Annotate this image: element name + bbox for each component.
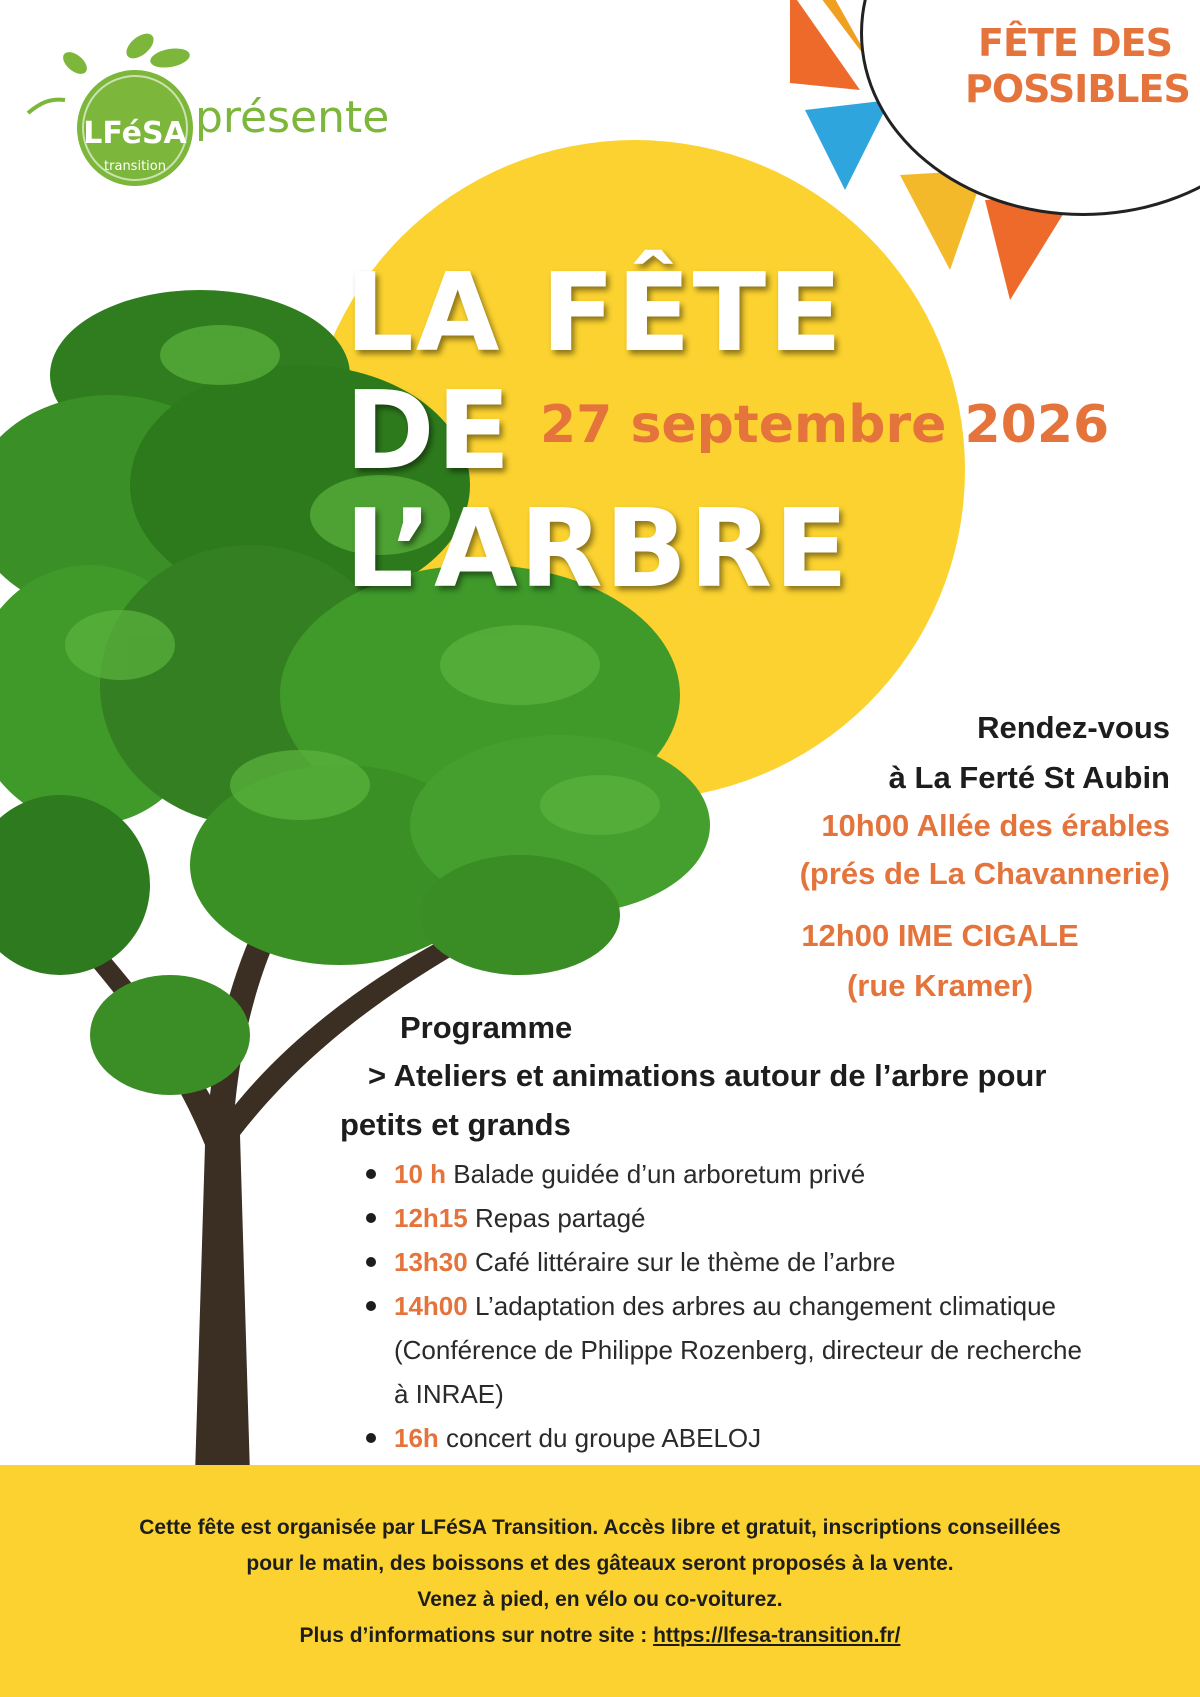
footer-line2: pour le matin, des boissons et des gâteaux seront proposés à la vente. — [246, 1552, 954, 1575]
lfesa-logo — [20, 18, 200, 188]
footer-line3: Venez à pied, en vélo ou co-voiturez. — [417, 1588, 783, 1611]
footer-text — [0, 1510, 1200, 1654]
spot1-line1: 10h00 Allée des érables — [821, 808, 1170, 843]
bullet-icon — [366, 1433, 376, 1443]
flag-blue — [805, 100, 890, 190]
footer-line4 — [0, 1618, 1200, 1654]
spot1-line2: (prés de La Chavannerie) — [799, 856, 1170, 891]
agenda-time: 13h30 — [394, 1247, 468, 1277]
agenda-text: L’adaptation des arbres au changement climatique (Conférence de Philippe Rozenberg, directeur de recherche à INRAE) — [394, 1291, 1082, 1409]
agenda-item — [366, 1240, 1166, 1284]
bullet-icon — [366, 1257, 376, 1267]
bullet-icon — [366, 1301, 376, 1311]
agenda-time: 14h00 — [394, 1291, 468, 1321]
agenda-item — [366, 1284, 1094, 1416]
bullet-icon — [366, 1213, 376, 1223]
agenda-text: concert du groupe ABELOJ — [438, 1423, 762, 1453]
logo-tagline: transition — [104, 159, 166, 174]
agenda-time: 12h15 — [394, 1203, 468, 1233]
agenda-item — [366, 1416, 1166, 1460]
title-line3: L’ARBRE — [345, 487, 851, 612]
programme-intro-line1: > Ateliers et animations autour de l’arbre pour — [368, 1058, 1047, 1093]
agenda-text: Café littéraire sur le thème de l’arbre — [467, 1247, 896, 1277]
spot2-line2: (rue Kramer) — [846, 968, 1034, 1003]
agenda-item — [366, 1152, 1166, 1196]
agenda-time: 10 h — [394, 1159, 447, 1189]
programme-intro-line2: petits et grands — [340, 1107, 571, 1142]
agenda-list — [366, 1152, 1166, 1460]
agenda-item — [366, 1196, 1166, 1240]
logo-letters: LFéSA — [83, 116, 187, 151]
title-line2: DE — [345, 369, 513, 494]
rendezvous-heading: Rendez-vous — [977, 710, 1170, 745]
badge-line2: POSSIBLES — [965, 67, 1190, 111]
presente-label: présente — [195, 92, 390, 143]
flag-orange-1 — [790, 0, 860, 90]
title-line1: LA FÊTE — [345, 251, 844, 376]
badge-line1: FÊTE DES — [978, 21, 1172, 65]
footer-info-label: Plus d’informations sur notre site : — [299, 1624, 654, 1647]
rendezvous-place: à La Ferté St Aubin — [888, 760, 1170, 795]
event-date: 27 septembre 2026 — [540, 395, 1110, 455]
agenda-time: 16h — [394, 1423, 439, 1453]
agenda-text: Repas partagé — [467, 1203, 646, 1233]
fete-des-possibles-logo — [965, 20, 1190, 112]
website-link[interactable]: https://lfesa-transition.fr/ — [653, 1624, 901, 1647]
footer-line1: Cette fête est organisée par LFéSA Transition. Accès libre et gratuit, inscriptions conseillées — [139, 1516, 1061, 1539]
spot2-line1: 12h00 IME CIGALE — [801, 918, 1079, 953]
bullet-icon — [366, 1169, 376, 1179]
programme-heading: Programme — [400, 1010, 573, 1045]
agenda-text: Balade guidée d’un arboretum privé — [446, 1159, 866, 1189]
